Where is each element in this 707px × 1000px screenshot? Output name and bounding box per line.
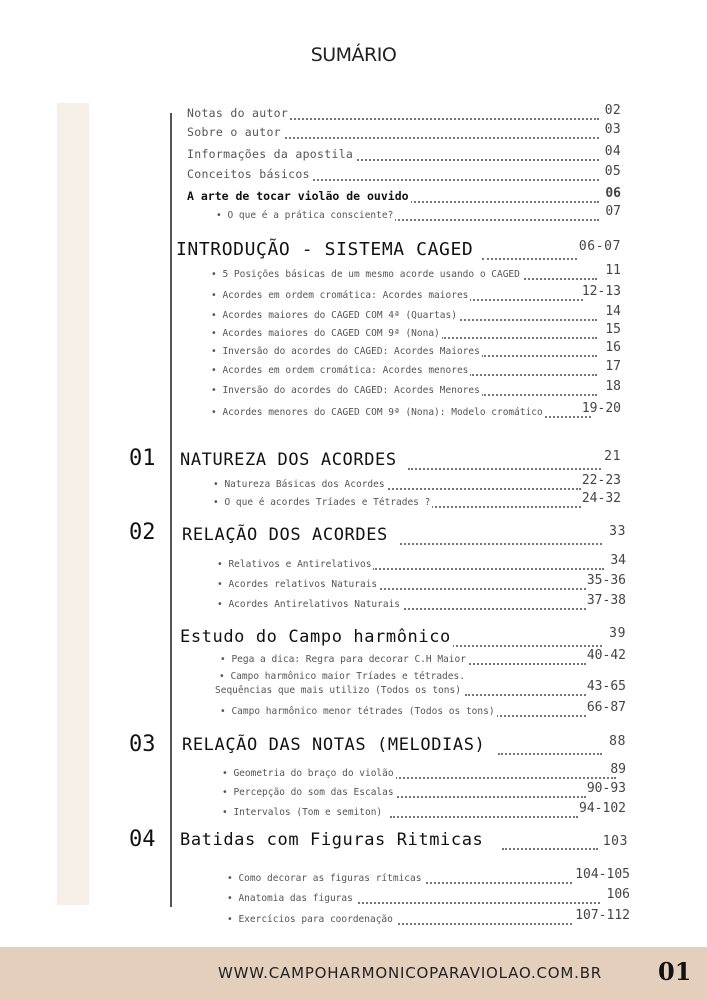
toc-entry[interactable]: • Acordes em ordem cromática: Acordes maiores 12-13 xyxy=(211,284,621,301)
toc-entry[interactable]: • Acordes maiores do CAGED COM 9ª (Nona) 15 xyxy=(211,322,621,339)
toc-entry[interactable]: • 5 Posições básicas de um mesmo acorde usando o CAGED 11 xyxy=(211,263,621,280)
toc-entry[interactable]: • Natureza Básicas dos Acordes 22-23 xyxy=(213,473,621,490)
toc-entry[interactable]: • Exercícios para coordenação 107-112 xyxy=(227,908,630,925)
toc-entry[interactable]: Sobre o autor 03 xyxy=(187,122,621,139)
toc-entry[interactable]: • Intervalos (Tom e semiton) 94-102 xyxy=(222,801,626,818)
toc-entry[interactable]: • Acordes Antirelativos Naturais 37-38 xyxy=(217,593,626,610)
section-number: 02 xyxy=(129,520,156,545)
toc-entry[interactable]: • Geometria do braço do violão 89 xyxy=(222,762,626,779)
toc-entry[interactable]: Notas do autor 02 xyxy=(187,103,621,120)
toc-entry[interactable]: • Inversão do acordes do CAGED: Acordes Menores 18 xyxy=(211,379,621,396)
section-heading[interactable]: Batidas com Figuras Ritmicas 103 xyxy=(180,830,628,850)
toc-entry[interactable]: • Anatomia das figuras 106 xyxy=(227,887,630,904)
toc-entry[interactable]: • O que é a prática consciente? 07 xyxy=(216,204,621,221)
toc-entry[interactable]: Informações da apostila 04 xyxy=(187,144,621,161)
toc-entry[interactable]: • O que é acordes Tríades e Tétrades ? 24-32 xyxy=(213,491,621,508)
toc-entry[interactable]: • Acordes maiores do CAGED COM 4ª (Quartas) 14 xyxy=(211,304,621,321)
section-heading[interactable]: RELAÇÃO DOS ACORDES 33 xyxy=(182,524,626,545)
section-heading[interactable]: RELAÇÃO DAS NOTAS (MELODIAS) 88 xyxy=(182,734,626,755)
section-heading[interactable]: Estudo do Campo harmônico 39 xyxy=(180,626,626,647)
toc-entry[interactable]: • Acordes menores do CAGED COM 9ª (Nona): Modelo cromático 19-20 xyxy=(211,401,621,418)
toc-entry[interactable]: • Pega a dica: Regra para decorar C.H Maior 40-42 xyxy=(220,648,626,665)
toc-entry[interactable]: • Acordes relativos Naturais 35-36 xyxy=(217,573,626,590)
page-number: 01 xyxy=(658,957,692,986)
toc-entry[interactable]: • Relativos e Antirelativos 34 xyxy=(217,553,626,570)
section-number: 01 xyxy=(129,446,156,471)
toc-entry[interactable]: Conceitos básicos 05 xyxy=(187,164,621,181)
section-heading[interactable]: INTRODUÇÃO - SISTEMA CAGED 06-07 xyxy=(176,239,621,260)
vertical-divider xyxy=(170,113,172,907)
toc-entry[interactable]: • Inversão do acordes do CAGED: Acordes Maiores 16 xyxy=(211,340,621,357)
toc-entry-line: • Campo harmônico maior Tríades e tétrades. xyxy=(219,671,465,682)
section-heading[interactable]: NATUREZA DOS ACORDES 21 xyxy=(180,449,621,470)
website-url[interactable]: WWW.CAMPOHARMONICOPARAVIOLAO.COM.BR xyxy=(218,964,603,982)
toc-entry[interactable]: A arte de tocar violão de ouvido 06 xyxy=(187,186,621,203)
toc-entry[interactable]: • Como decorar as figuras rítmicas 104-105 xyxy=(227,867,630,884)
toc-entry[interactable]: • Percepção do som das Escalas 90-93 xyxy=(222,781,626,798)
section-number: 03 xyxy=(129,732,156,757)
decorative-band xyxy=(57,103,89,905)
page-title: SUMÁRIO xyxy=(310,44,397,66)
toc-entry[interactable]: • Acordes em ordem cromática: Acordes menores 17 xyxy=(211,359,621,376)
toc-entry[interactable]: • Campo harmônico menor tétrades (Todos os tons) 66-87 xyxy=(220,700,626,717)
toc-entry[interactable]: Sequências que mais utilizo (Todos os tons) 43-65 xyxy=(215,679,626,696)
section-number: 04 xyxy=(129,827,156,852)
footer-bar xyxy=(0,947,707,1000)
